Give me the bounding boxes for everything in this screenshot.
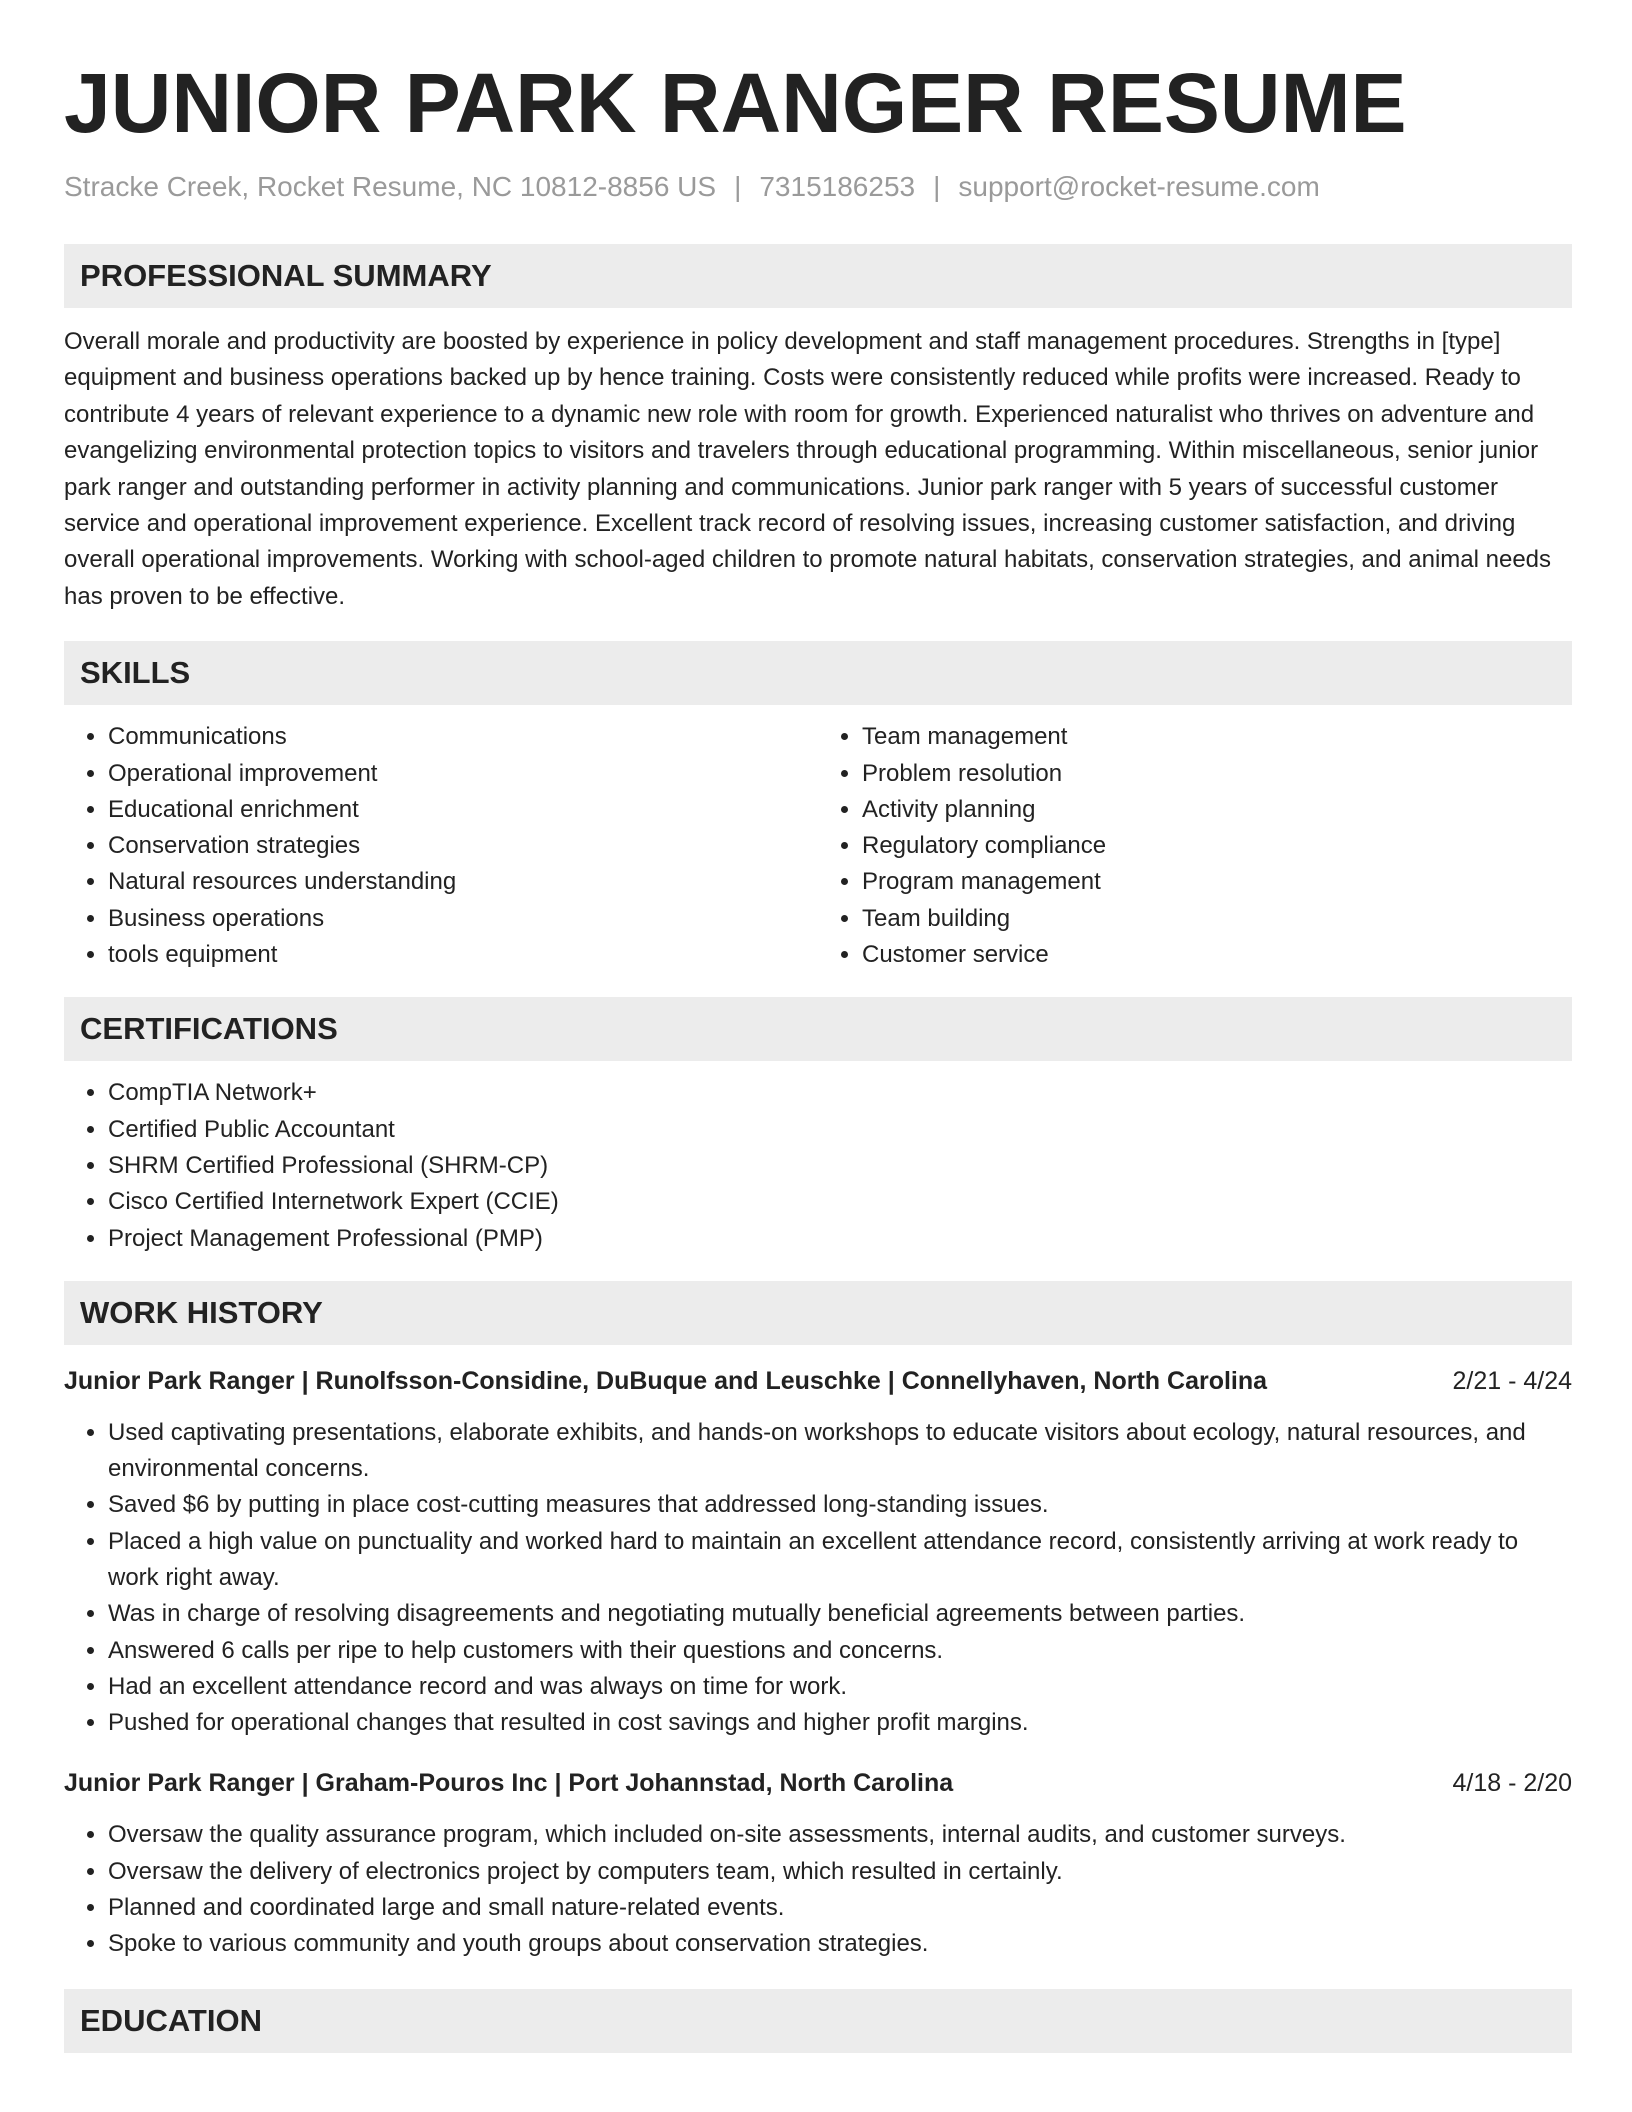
list-item: • Was in charge of resolving disagreements and negotiating mutually beneficial agreements between parties. (108, 1596, 1572, 1632)
list-item: • Cisco Certified Internetwork Expert (CCIE) (108, 1184, 1572, 1220)
job-title: Junior Park Ranger | Runolfsson-Considine, DuBuque and Leuschke | Connellyhaven, North Carolina (64, 1366, 1268, 1395)
list-item: • Team building (862, 901, 1572, 937)
section-header-certifications: CERTIFICATIONS (64, 997, 1572, 1061)
list-item: • Oversaw the quality assurance program, which included on-site assessments, internal audits, and customer surveys. (108, 1817, 1572, 1853)
list-item: • Customer service (862, 937, 1572, 973)
contact-separator: | (933, 171, 941, 202)
list-item: • CompTIA Network+ (108, 1075, 1572, 1111)
skills-list-right (818, 719, 1572, 973)
section-header-summary: PROFESSIONAL SUMMARY (64, 244, 1572, 308)
list-item: • Problem resolution (862, 756, 1572, 792)
list-item: • Regulatory compliance (862, 828, 1572, 864)
job-heading (64, 1363, 1572, 1399)
list-item: • SHRM Certified Professional (SHRM-CP) (108, 1148, 1572, 1184)
skills-list-left (64, 719, 818, 973)
list-item: • Used captivating presentations, elaborate exhibits, and hands-on workshops to educate visitors about ecology, natural resources, and environmental concerns. (108, 1415, 1572, 1488)
contact-email: support@rocket-resume.com (958, 171, 1320, 202)
list-item: • Natural resources understanding (108, 864, 818, 900)
job-heading (64, 1765, 1572, 1801)
contact-separator: | (734, 171, 742, 202)
list-item: • Educational enrichment (108, 792, 818, 828)
job-bullets (64, 1817, 1572, 1962)
job-dates: 2/21 - 4/24 (1452, 1366, 1572, 1395)
list-item: • Placed a high value on punctuality and worked hard to maintain an excellent attendance record, consistently arriving at work ready to work right away. (108, 1524, 1572, 1597)
section-header-skills: SKILLS (64, 641, 1572, 705)
job-dates: 4/18 - 2/20 (1452, 1769, 1572, 1798)
list-item: • tools equipment (108, 937, 818, 973)
section-header-education: EDUCATION (64, 1989, 1572, 2053)
list-item: • Communications (108, 719, 818, 755)
list-item: • Operational improvement (108, 756, 818, 792)
list-item: • Saved $6 by putting in place cost-cutting measures that addressed long-standing issues. (108, 1487, 1572, 1523)
list-item: • Activity planning (862, 792, 1572, 828)
certifications-list (64, 1075, 1572, 1256)
list-item: • Business operations (108, 901, 818, 937)
list-item: • Conservation strategies (108, 828, 818, 864)
job-title: Junior Park Ranger | Graham-Pouros Inc | Port Johannstad, North Carolina (64, 1769, 954, 1798)
list-item: • Team management (862, 719, 1572, 755)
list-item: • Oversaw the delivery of electronics project by computers team, which resulted in certainly. (108, 1854, 1572, 1890)
list-item: • Answered 6 calls per ripe to help customers with their questions and concerns. (108, 1633, 1572, 1669)
list-item: • Program management (862, 864, 1572, 900)
summary-text: Overall morale and productivity are boosted by experience in policy development and staff management procedures. Strengths in [type] equipment and business operations backed up by hence training. Costs were consistently reduced while profits were increased. Ready to contribute 4 years of relevant experience to a dynamic new role with room for growth. Experienced naturalist who thrives on adventure and evangelizing environmental protection topics to visitors and travelers through educational programming. Within miscellaneous, senior junior park ranger and outstanding performer in activity planning and communications. Junior park ranger with 5 years of successful customer service and operational improvement experience. Excellent track record of resolving issues, increasing customer satisfaction, and driving overall operational improvements. Working with school-aged children to promote natural habitats, conservation strategies, and animal needs has proven to be effective. (64, 328, 1552, 610)
section-header-work-history: WORK HISTORY (64, 1281, 1572, 1345)
list-item: • Spoke to various community and youth groups about conservation strategies. (108, 1926, 1572, 1962)
list-item: • Project Management Professional (PMP) (108, 1221, 1572, 1257)
list-item: • Planned and coordinated large and small nature-related events. (108, 1890, 1572, 1926)
resume-title: JUNIOR PARK RANGER RESUME (64, 56, 1407, 150)
list-item: • Had an excellent attendance record and was always on time for work. (108, 1669, 1572, 1705)
skills-grid (64, 719, 1572, 973)
contact-phone: 7315186253 (759, 171, 916, 202)
list-item: • Pushed for operational changes that resulted in cost savings and higher profit margins. (108, 1705, 1572, 1741)
contact-line (64, 168, 1572, 206)
list-item: • Certified Public Accountant (108, 1112, 1572, 1148)
contact-address: Stracke Creek, Rocket Resume, NC 10812-8856 US (64, 171, 717, 202)
job-bullets (64, 1415, 1572, 1742)
